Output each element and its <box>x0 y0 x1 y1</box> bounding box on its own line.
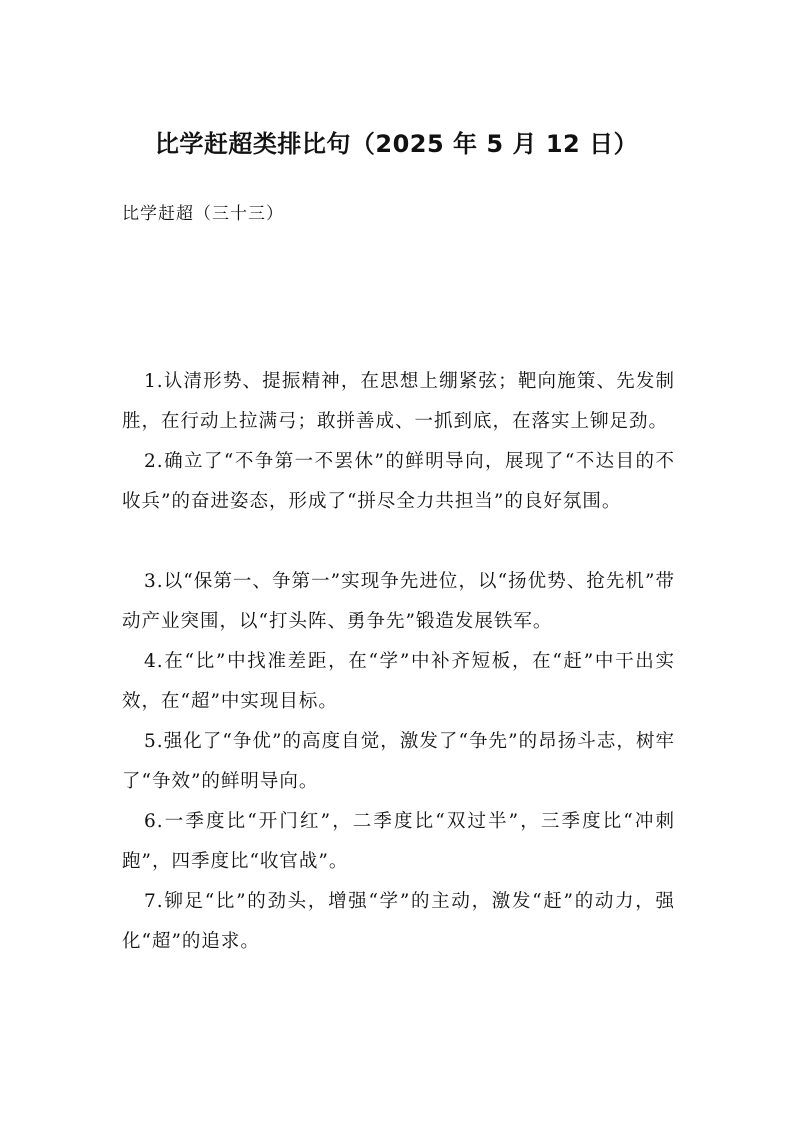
paragraph-4: 4.在“比”中找准差距，在“学”中补齐短板，在“赶”中干出实效，在“超”中实现目标。 <box>122 651 675 712</box>
document-subtitle: 比学赶超（三十三） <box>122 204 284 224</box>
document-body <box>122 362 675 962</box>
paragraph-7: 7.铆足“比”的劲头，增强“学”的主动，激发“赶”的动力，强化“超”的追求。 <box>122 891 675 952</box>
paragraph-6: 6.一季度比“开门红”，二季度比“双过半”，三季度比“冲刺跑”，四季度比“收官战”。 <box>122 811 675 872</box>
paragraph-1: 1.认清形势、提振精神，在思想上绷紧弦；靶向施策、先发制胜，在行动上拉满弓；敢拼善成、一抓到底，在落实上铆足劲。 <box>122 371 675 432</box>
paragraph-5: 5.强化了“争优”的高度自觉，激发了“争先”的昂扬斗志，树牢了“争效”的鲜明导向。 <box>122 731 675 792</box>
paragraph-2: 2.确立了“不争第一不罢休”的鲜明导向，展现了“不达目的不收兵”的奋进姿态，形成了“拼尽全力共担当”的良好氛围。 <box>122 451 675 512</box>
paragraph-3: 3.以“保第一、争第一”实现争先进位，以“扬优势、抢先机”带动产业突围，以“打头阵、勇争先”锻造发展铁军。 <box>122 571 675 632</box>
document-title: 比学赶超类排比句（2025 年 5 月 12 日） <box>154 130 639 158</box>
